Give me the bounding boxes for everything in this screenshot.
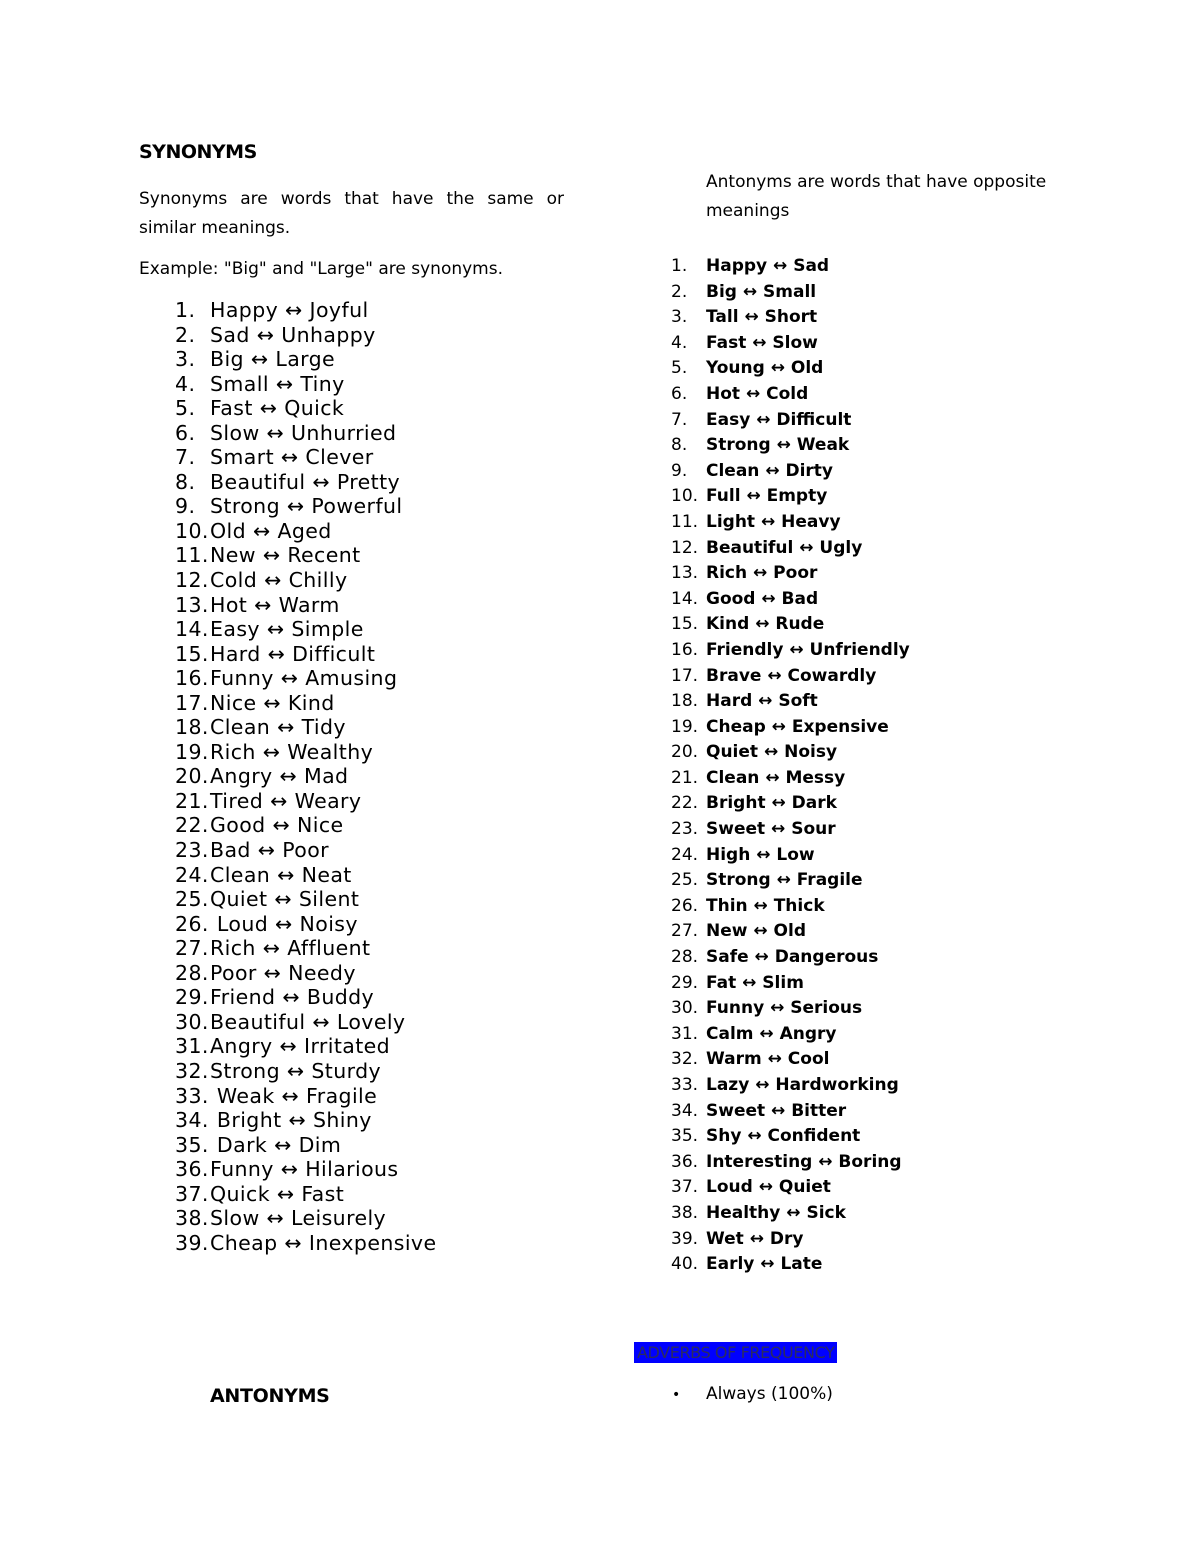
list-item-number: 16.	[175, 666, 209, 691]
list-item-text: Strong ↔ Powerful	[210, 494, 403, 519]
list-item	[671, 638, 910, 664]
adverbs-item-text: Always (100%)	[706, 1384, 833, 1404]
list-item	[140, 1133, 436, 1158]
list-item	[140, 691, 436, 716]
list-item	[140, 887, 436, 912]
list-item-number: 20.	[175, 764, 209, 789]
list-item-number: 20.	[671, 742, 699, 763]
list-item-number: 14.	[175, 617, 209, 642]
list-item-number: 9.	[175, 494, 196, 519]
list-item-number: 39.	[175, 1230, 209, 1255]
list-item-number: 27.	[671, 921, 699, 942]
list-item	[671, 1150, 910, 1176]
list-item-text: Strong ↔ Sturdy	[210, 1058, 382, 1083]
list-item	[140, 666, 436, 691]
list-item-text: Light ↔ Heavy	[706, 511, 841, 532]
list-item	[671, 484, 910, 510]
list-item-text: Big ↔ Large	[210, 347, 336, 372]
list-item-text: Hard ↔ Soft	[706, 691, 818, 712]
list-item	[671, 1124, 910, 1150]
list-item-number: 12.	[175, 568, 209, 593]
list-item-text: Sweet ↔ Sour	[706, 819, 836, 840]
list-item-text: Quiet ↔ Noisy	[706, 742, 838, 763]
list-item-text: High ↔ Low	[706, 844, 815, 865]
list-item-number: 37.	[175, 1181, 209, 1206]
list-item	[671, 1201, 910, 1227]
list-item-text: Beautiful ↔ Ugly	[706, 537, 863, 558]
list-item	[140, 936, 436, 961]
list-item	[671, 536, 910, 562]
list-item-text: Early ↔ Late	[706, 1254, 823, 1275]
list-item-text: Big ↔ Small	[706, 281, 817, 302]
list-item-number: 22.	[671, 793, 699, 814]
list-item	[671, 971, 910, 997]
list-item-text: Easy ↔ Difficult	[706, 409, 852, 430]
list-item-number: 31.	[175, 1034, 209, 1059]
list-item-number: 25.	[671, 870, 699, 891]
list-item-number: 33.	[671, 1075, 699, 1095]
list-item-text: Bright ↔ Dark	[706, 793, 837, 814]
list-item-text: Poor ↔ Needy	[210, 960, 356, 985]
list-item-number: 30.	[671, 998, 699, 1019]
list-item-number: 22.	[175, 813, 209, 838]
list-item-text: Tall ↔ Short	[706, 307, 818, 328]
list-item-text: Clean ↔ Messy	[706, 767, 846, 788]
list-item-number: 37.	[671, 1177, 699, 1198]
list-item-text: Old ↔ Aged	[210, 518, 332, 543]
list-item-number: 6.	[175, 420, 196, 445]
list-item-text: New ↔ Old	[706, 921, 806, 942]
list-item-number: 35.	[671, 1126, 699, 1147]
list-item	[671, 510, 910, 536]
list-item	[140, 1059, 436, 1084]
list-item	[140, 863, 436, 888]
list-item-number: 24.	[671, 844, 699, 865]
list-item	[140, 642, 436, 667]
bullet-icon: •	[672, 1387, 681, 1403]
synonyms-list	[140, 298, 436, 1255]
list-item-text: Sad ↔ Unhappy	[210, 322, 376, 347]
list-item	[671, 715, 910, 741]
list-item	[140, 617, 436, 642]
list-item	[140, 740, 436, 765]
list-item-number: 33.	[175, 1083, 209, 1108]
list-item-number: 7.	[175, 445, 196, 470]
list-item	[140, 985, 436, 1010]
list-item-number: 29.	[671, 972, 699, 993]
list-item-text: Smart ↔ Clever	[210, 445, 374, 470]
list-item-text: Dark ↔ Dim	[210, 1132, 342, 1157]
list-item	[671, 1099, 910, 1125]
list-item-number: 13.	[671, 563, 699, 584]
list-item	[140, 1206, 436, 1231]
list-item	[671, 945, 910, 971]
list-item	[671, 894, 910, 920]
list-item-text: Safe ↔ Dangerous	[706, 947, 879, 968]
list-item-text: Funny ↔ Serious	[706, 998, 863, 1019]
list-item-number: 38.	[175, 1206, 209, 1231]
list-item-number: 4.	[671, 332, 688, 353]
list-item-number: 32.	[175, 1058, 209, 1083]
list-item-number: 14.	[671, 588, 699, 609]
list-item	[140, 764, 436, 789]
list-item	[140, 347, 436, 372]
list-item	[671, 408, 910, 434]
list-item-number: 1.	[175, 298, 196, 322]
list-item-number: 18.	[175, 715, 209, 740]
list-item-number: 8.	[175, 469, 196, 494]
list-item-number: 23.	[671, 819, 699, 840]
list-item-number: 11.	[175, 543, 209, 568]
list-item-number: 18.	[671, 691, 699, 712]
list-item-text: Cheap ↔ Inexpensive	[210, 1230, 437, 1255]
list-item-text: Interesting ↔ Boring	[706, 1151, 902, 1172]
list-item-number: 30.	[175, 1009, 209, 1034]
list-item	[140, 519, 436, 544]
list-item-number: 15.	[671, 614, 699, 635]
list-item-text: Rich ↔ Wealthy	[210, 739, 374, 764]
list-item-number: 21.	[175, 788, 209, 813]
list-item	[671, 433, 910, 459]
list-item-text: Quick ↔ Fast	[210, 1181, 345, 1206]
list-item	[140, 445, 436, 470]
list-item-text: New ↔ Recent	[210, 543, 361, 568]
list-item	[140, 961, 436, 986]
list-item	[671, 1022, 910, 1048]
list-item-number: 19.	[671, 716, 699, 737]
list-item-text: Shy ↔ Confident	[706, 1126, 861, 1147]
list-item-text: Strong ↔ Weak	[706, 435, 850, 456]
list-item	[140, 912, 436, 937]
list-item-text: Angry ↔ Mad	[210, 764, 349, 789]
list-item-number: 11.	[671, 511, 699, 532]
list-item-number: 32.	[671, 1049, 699, 1070]
list-item	[140, 838, 436, 863]
list-item-text: Sweet ↔ Bitter	[706, 1100, 847, 1121]
list-item	[671, 664, 910, 690]
list-item-text: Friendly ↔ Unfriendly	[706, 639, 910, 660]
list-item-text: Fat ↔ Slim	[706, 972, 804, 993]
list-item-number: 28.	[671, 947, 699, 968]
list-item-text: Easy ↔ Simple	[210, 617, 364, 642]
list-item-text: Good ↔ Bad	[706, 588, 819, 609]
list-item-number: 24.	[175, 862, 209, 887]
list-item	[140, 593, 436, 618]
list-item-text: Happy ↔ Joyful	[210, 298, 369, 322]
list-item	[140, 494, 436, 519]
list-item-number: 34.	[671, 1100, 699, 1121]
list-item-number: 7.	[671, 409, 688, 430]
synonyms-definition: Synonyms are words that have the same or similar meanings.	[139, 189, 564, 238]
list-item-number: 40.	[671, 1254, 699, 1275]
list-item	[140, 1157, 436, 1182]
adverbs-heading: ADVERBS OF FREQUENCY	[634, 1342, 837, 1363]
list-item	[671, 1047, 910, 1073]
list-item-number: 36.	[671, 1151, 699, 1172]
list-item	[140, 421, 436, 446]
list-item-number: 38.	[671, 1202, 699, 1223]
list-item	[671, 1073, 910, 1099]
synonyms-title: SYNONYMS	[139, 141, 257, 163]
list-item-text: Thin ↔ Thick	[706, 895, 825, 916]
list-item-number: 36.	[175, 1157, 209, 1182]
list-item	[671, 740, 910, 766]
list-item-number: 19.	[175, 739, 209, 764]
list-item	[671, 843, 910, 869]
list-item	[671, 868, 910, 894]
list-item-text: Small ↔ Tiny	[210, 371, 345, 396]
list-item-number: 13.	[175, 592, 209, 617]
list-item-text: Loud ↔ Quiet	[706, 1177, 831, 1198]
list-item-text: Bright ↔ Shiny	[210, 1108, 372, 1133]
list-item-text: Rich ↔ Affluent	[210, 936, 371, 961]
list-item	[671, 459, 910, 485]
list-item-text: Good ↔ Nice	[210, 813, 344, 838]
list-item-text: Clean ↔ Neat	[210, 862, 352, 887]
list-item	[671, 817, 910, 843]
list-item-text: Wet ↔ Dry	[706, 1228, 804, 1249]
list-item	[140, 470, 436, 495]
antonyms-list	[671, 254, 910, 1278]
list-item-number: 21.	[671, 767, 699, 788]
list-item	[671, 561, 910, 587]
list-item	[140, 715, 436, 740]
list-item-number: 2.	[175, 322, 196, 347]
list-item	[671, 587, 910, 613]
list-item-number: 39.	[671, 1228, 699, 1249]
list-item-number: 1.	[671, 256, 688, 276]
adverbs-list-item	[672, 1384, 833, 1404]
list-item-text: Healthy ↔ Sick	[706, 1202, 846, 1223]
list-item-text: Nice ↔ Kind	[210, 690, 335, 715]
antonyms-definition: Antonyms are words that have opposite meanings	[706, 172, 1047, 221]
list-item	[671, 305, 910, 331]
list-item	[140, 1231, 436, 1256]
list-item-number: 10.	[671, 486, 699, 507]
list-item-text: Rich ↔ Poor	[706, 563, 818, 584]
list-item-number: 27.	[175, 936, 209, 961]
list-item	[671, 612, 910, 638]
list-item-text: Beautiful ↔ Lovely	[210, 1009, 406, 1034]
list-item-text: Kind ↔ Rude	[706, 614, 825, 635]
list-item-number: 4.	[175, 371, 196, 396]
list-item	[140, 1084, 436, 1109]
list-item-text: Lazy ↔ Hardworking	[706, 1075, 899, 1095]
list-item-text: Funny ↔ Hilarious	[210, 1157, 399, 1182]
list-item	[671, 1175, 910, 1201]
list-item-number: 16.	[671, 639, 699, 660]
list-item	[140, 789, 436, 814]
list-item-number: 17.	[671, 665, 699, 686]
list-item-text: Fast ↔ Quick	[210, 396, 345, 421]
list-item-text: Calm ↔ Angry	[706, 1023, 837, 1044]
list-item-number: 26.	[671, 895, 699, 916]
list-item-number: 15.	[175, 641, 209, 666]
list-item	[671, 766, 910, 792]
list-item-text: Loud ↔ Noisy	[210, 911, 358, 936]
list-item-text: Quiet ↔ Silent	[210, 887, 360, 912]
list-item	[140, 1108, 436, 1133]
list-item-number: 5.	[175, 396, 196, 421]
list-item-text: Angry ↔ Irritated	[210, 1034, 391, 1059]
list-item-text: Fast ↔ Slow	[706, 332, 818, 353]
list-item	[671, 791, 910, 817]
list-item	[671, 280, 910, 306]
list-item-text: Full ↔ Empty	[706, 486, 828, 507]
list-item-number: 29.	[175, 985, 209, 1010]
list-item	[671, 254, 910, 280]
list-item-number: 9.	[671, 460, 688, 481]
list-item-text: Weak ↔ Fragile	[210, 1083, 378, 1108]
list-item	[140, 1034, 436, 1059]
list-item-text: Cold ↔ Chilly	[210, 568, 348, 593]
list-item-number: 3.	[175, 347, 196, 372]
list-item	[140, 1010, 436, 1035]
list-item	[671, 1252, 910, 1278]
list-item	[140, 568, 436, 593]
list-item	[140, 1182, 436, 1207]
list-item-number: 10.	[175, 518, 209, 543]
list-item-number: 23.	[175, 838, 209, 863]
antonyms-heading: ANTONYMS	[210, 1385, 330, 1407]
list-item	[671, 331, 910, 357]
list-item-text: Bad ↔ Poor	[210, 838, 329, 863]
list-item-text: Slow ↔ Leisurely	[210, 1206, 387, 1231]
list-item-text: Hard ↔ Difficult	[210, 641, 376, 666]
list-item-number: 2.	[671, 281, 688, 302]
list-item-number: 34.	[175, 1108, 209, 1133]
synonyms-example: Example: "Big" and "Large" are synonyms.	[139, 259, 504, 279]
list-item	[671, 996, 910, 1022]
list-item	[140, 323, 436, 348]
list-item-text: Clean ↔ Dirty	[706, 460, 834, 481]
list-item	[140, 396, 436, 421]
list-item-text: Hot ↔ Cold	[706, 383, 809, 404]
list-item-text: Cheap ↔ Expensive	[706, 716, 889, 737]
list-item-text: Happy ↔ Sad	[706, 256, 830, 276]
list-item	[140, 372, 436, 397]
list-item-text: Brave ↔ Cowardly	[706, 665, 877, 686]
list-item-number: 8.	[671, 435, 688, 456]
list-item	[140, 298, 436, 323]
list-item-text: Friend ↔ Buddy	[210, 985, 375, 1010]
list-item-number: 26.	[175, 911, 209, 936]
list-item-number: 5.	[671, 358, 688, 379]
list-item-number: 28.	[175, 960, 209, 985]
list-item	[671, 382, 910, 408]
list-item	[671, 1227, 910, 1253]
list-item-text: Tired ↔ Weary	[210, 788, 362, 813]
list-item	[140, 543, 436, 568]
list-item	[671, 356, 910, 382]
list-item-text: Young ↔ Old	[706, 358, 824, 379]
list-item-number: 35.	[175, 1132, 209, 1157]
list-item-text: Warm ↔ Cool	[706, 1049, 830, 1070]
list-item-number: 25.	[175, 887, 209, 912]
list-item-number: 12.	[671, 537, 699, 558]
list-item-number: 31.	[671, 1023, 699, 1044]
list-item	[140, 813, 436, 838]
list-item-text: Strong ↔ Fragile	[706, 870, 863, 891]
list-item-number: 17.	[175, 690, 209, 715]
list-item-text: Clean ↔ Tidy	[210, 715, 346, 740]
list-item-text: Slow ↔ Unhurried	[210, 420, 397, 445]
list-item-text: Funny ↔ Amusing	[210, 666, 398, 691]
list-item-text: Hot ↔ Warm	[210, 592, 340, 617]
list-item-number: 6.	[671, 383, 688, 404]
list-item	[671, 919, 910, 945]
list-item-number: 3.	[671, 307, 688, 328]
list-item	[671, 689, 910, 715]
list-item-text: Beautiful ↔ Pretty	[210, 469, 401, 494]
